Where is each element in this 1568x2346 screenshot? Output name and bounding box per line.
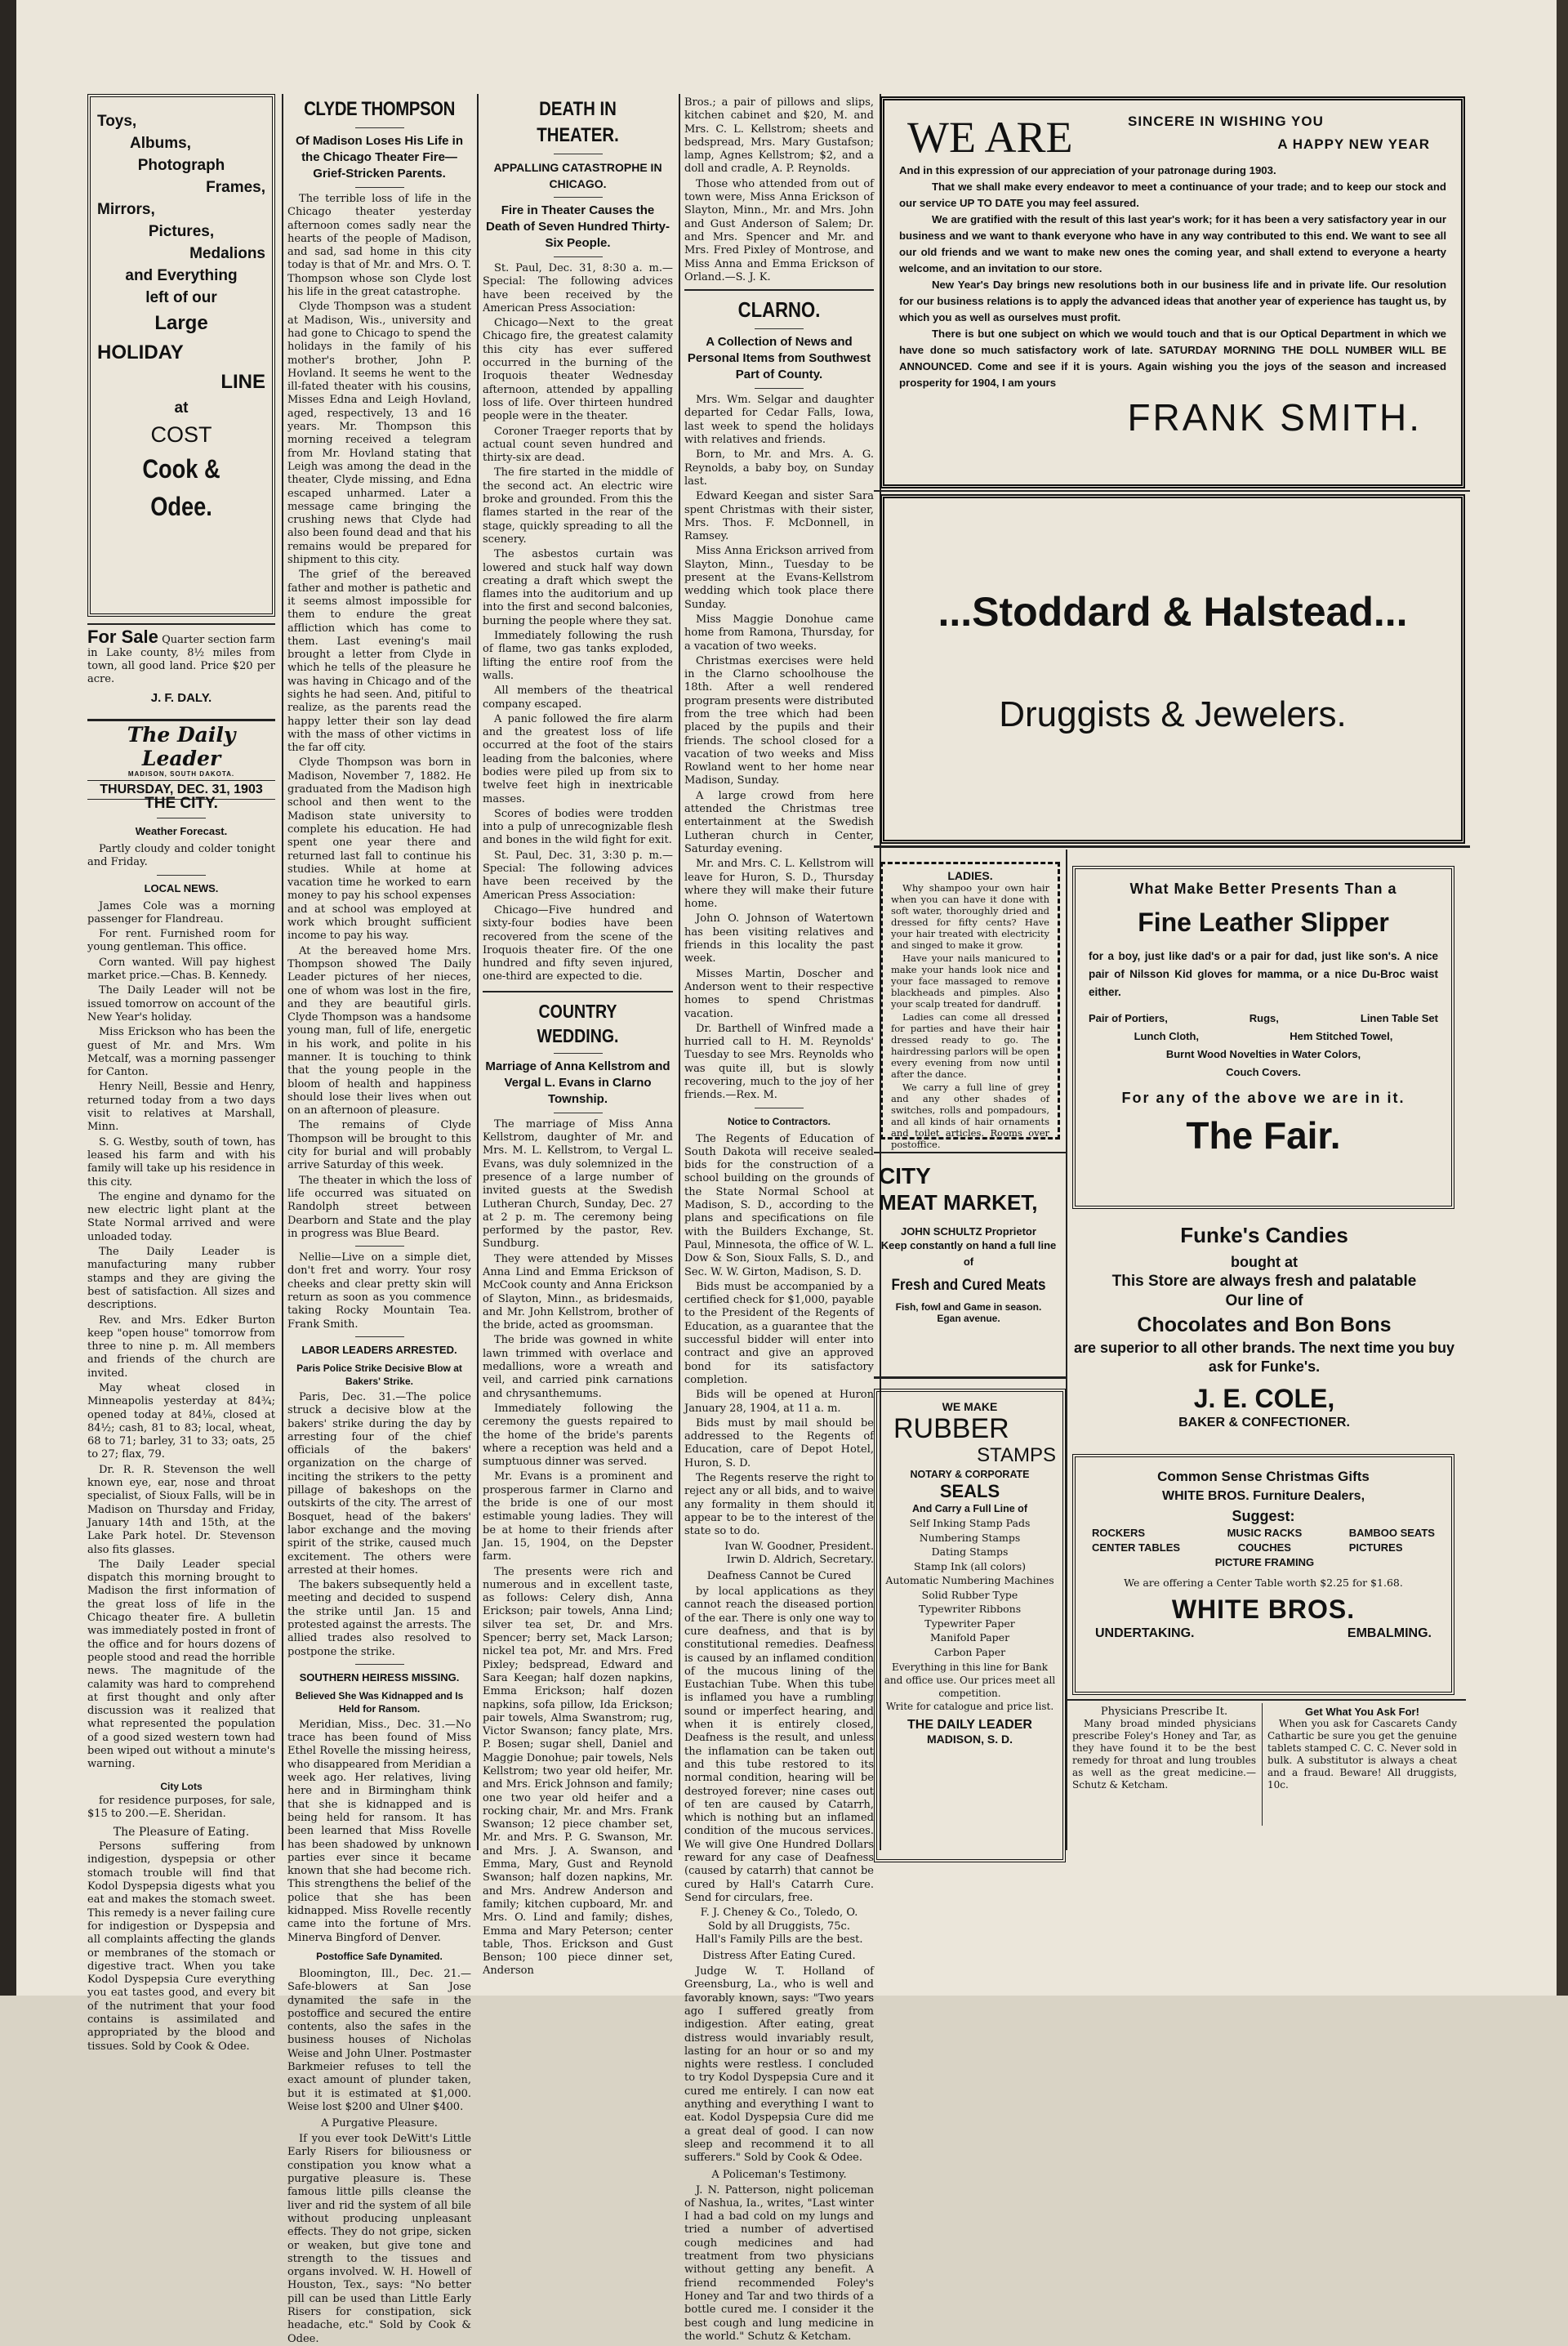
theater-subhead2: Fire in Theater Causes the Death of Seven Hundred Thirty-Six People. <box>485 203 670 250</box>
page-left-edge <box>0 0 16 1996</box>
ladies-para: Have your nails manicured to make your hands look nice and your face massaged to remove blackheads and pimples. Also your scalp treated for dandruff. <box>891 952 1049 1010</box>
news-item: Henry Neill, Bessie and Henry, returned today from a two days visit to relatives at Marshall, Minn. <box>87 1081 275 1134</box>
toys-line: COST <box>150 422 212 447</box>
for-sale-signer: J. F. DALY. <box>150 691 212 705</box>
theater-para: Coroner Traeger reports that by actual count seven hundred and thirty-six are dead. <box>483 425 673 465</box>
toys-ad <box>87 94 275 617</box>
toys-line: Toys, <box>97 113 137 130</box>
cascarets-heading: Get What You Ask For! <box>1305 1706 1419 1718</box>
clyde-para: Clyde Thompson was born in Madison, November 7, 1882. He graduated from the Madison high school and then went to the Madison state university to complete his education. He had spent one year there and returned last fall to continue his studies. While at home at vacation time he worked to earn money to pay his school expenses and at school was employed at work which brought sufficient income to pay his way. <box>287 756 471 943</box>
rubber-item: Self Inking Stamp Pads <box>909 1517 1031 1529</box>
masthead-place: MADISON, SOUTH DAKOTA. <box>127 770 235 778</box>
funke-name: J. E. COLE, <box>1193 1384 1335 1413</box>
slipper-item: Linen Table Set <box>1360 1012 1438 1024</box>
postoffice-para: Bloomington, Ill., Dec. 21.—Safe-blowers at San Jose dynamited the safe in the postoffice and secured the entire contents, also the safes in the business houses of Nicholas Weise and John Ulner. Postmaster Barkmeier refuses to tell the exact amount of plunder taken, but it is estimated at $1,000. Weise lost $200 and Ulner $400. <box>287 1967 471 2113</box>
clarno-para: Mrs. Wm. Selgar and daughter departed for Cedar Falls, Iowa, last week to spend the holidays with relatives and friends. <box>684 394 874 447</box>
theater-title: DEATH IN THEATER. <box>537 98 619 146</box>
rubber-item: Automatic Numbering Machines <box>885 1574 1054 1586</box>
heiress-heading: SOUTHERN HEIRESS MISSING. <box>299 1670 460 1684</box>
page-right-edge <box>1557 0 1568 1996</box>
slipper-store: The Fair. <box>1186 1114 1341 1157</box>
rubber-item: Typewriter Paper <box>924 1617 1015 1630</box>
meat-market-ad <box>874 1160 1063 1372</box>
clarno-para: Edward Keegan and sister Sara spent Christmas with their sister, Mrs. Thos. F. McDonnell, in Ramsey. <box>684 490 874 543</box>
labor-para: Paris, Dec. 31.—The police struck a decisive blow at the bakers' strike during the day by arresting four of the chief officials of the bakers' organization on the charge of inciting the strikers to the petty pillage of bakeshops on the outskirts of the city. The arrest of Bosquet, head of the bakers' labor exchange and the moving spirit of the strike, caused much excitement. The others were arrested at their homes. <box>287 1390 471 1577</box>
wedding-subhead: Marriage of Anna Kellstrom and Vergal L. Evans in Clarno Township. <box>485 1059 670 1106</box>
white-item: MUSIC RACKS <box>1227 1527 1303 1539</box>
theater-para: Immediately following the rush of flame, two gas tanks exploded, lifting the entire roof from the walls. <box>483 630 673 682</box>
meat-prop: JOHN SCHULTZ Proprietor <box>901 1225 1036 1238</box>
news-item: The Daily Leader special dispatch this morning brought to Madison the first information of the great loss of life in the Chicago theater fire. A bulletin was immediately posted in front of the office and for hours dozens of people stood and read the horrible news. The magnitude of the calamity was hard to comprehend at first thought and only after discussion was it realized that what represented the population of a good sized western town had been wiped out without a minute's warning. <box>87 1558 275 1771</box>
slipper-item: Lunch Cloth, <box>1134 1030 1200 1042</box>
toys-line: LINE <box>220 371 265 393</box>
notice-heading: Notice to Contractors. <box>727 1115 831 1127</box>
funke-line: bought at <box>1231 1254 1298 1270</box>
funke-line: are superior to all other brands. The next time you buy ask for Funke's. <box>1073 1340 1455 1375</box>
news-item: Corn wanted. Will pay highest market price.—Chas. B. Kennedy. <box>87 956 275 983</box>
notice-para: The Regents reserve the right to reject any or all bids, and to waive any formality in them should it appear to be to the interest of the state so to do. <box>684 1472 874 1538</box>
notice-para: The Regents of Education of South Dakota will receive sealed bids for the construction of a school building on the grounds of the State Normal School at Madison, S. D., according to the plans and specifications on file with the Builders Exchange, St. Paul, Minnesota, the office of W. L. Dow & Son, Sioux Falls, S. D., and Sec. W. W. Girton, Madison, S. D. <box>684 1132 874 1278</box>
rubber-place: MADISON, S. D. <box>926 1733 1013 1746</box>
labor-para: The bakers subsequently held a meeting and decided to suspend the strike until Jan. 15 and protested against the arrests. The allied trades also resolved to postpone the strike. <box>287 1579 471 1658</box>
meat-keep: Keep constantly on hand a full line of <box>880 1239 1057 1268</box>
wedding-title: COUNTRY WEDDING. <box>537 1000 619 1046</box>
meat-big: Fresh and Cured Meats <box>891 1277 1046 1294</box>
wedding-continued: Bros.; a pair of pillows and slips, kitchen cabinet and $20, M. and Mrs. C. L. Kellstrom; sheets and bedspread, Mrs. Mary Gustafson; lamp, Agnes Kellstrom; $2, and a doll and cradle, A. P. Reynolds. <box>684 96 874 176</box>
rubber-line: And Carry a Full Line of <box>912 1503 1027 1514</box>
we-are-big: WE ARE <box>907 113 1073 162</box>
white-line: WHITE BROS. Furniture Dealers, <box>1161 1489 1365 1503</box>
clyde-subhead: Of Madison Loses His Life in the Chicago Theater Fire—Grief-Stricken Parents. <box>295 134 464 181</box>
toys-line: Albums, <box>130 135 191 152</box>
for-sale-heading: For Sale <box>87 627 158 647</box>
white-offer: We are offering a Center Table worth $2.25 for $1.68. <box>1124 1577 1403 1589</box>
rubber-line: Write for catalogue and price list. <box>885 1701 1054 1712</box>
clarno-para: Dr. Barthell of Winfred made a hurried call to H. M. Reynolds' Tuesday to see Mrs. Reynolds who was quite ill, but is slowly recovering, much to the joy of her friends.—Rex. M. <box>684 1022 874 1102</box>
rubber-item: Typewriter Ribbons <box>918 1603 1022 1615</box>
white-item: PICTURE FRAMING <box>1214 1556 1315 1568</box>
white-item: PICTURES <box>1348 1541 1403 1554</box>
clyde-para: The theater in which the loss of life occurred was situated on Randolph street between Dearborn and State and the play in progress was Blue Beard. <box>287 1174 471 1240</box>
white-bros-ad <box>1072 1454 1454 1695</box>
clarno-para: Christmas exercises were held in the Clarno schoolhouse the 18th. After a well rendered program presents were distributed from the tree which had been placed by the pupils and their friends. The school closed for a vacation of two weeks and Miss Rowland went to her home near Madison, Sunday. <box>684 654 874 787</box>
clyde-para: Clyde Thompson was a student at Madison, Wis., university and had gone to Chicago to spend the holidays in the family of his mother's brother, John P. Hovland. It seems he went to the ill-fated theater with his cousins, Misses Edna and Leigh Hovland, aged, respectively, 13 and 16 years. Mr. Thompson this morning received a telegram from Mr. Hovland stating that Leigh was among the dead in the theater, Clyde missing, and Edna escaped unharmed. Later a message came bringing the crushing news that Clyde had also been found dead and that his remains would be prepared for shipment to this city. <box>287 301 471 567</box>
local-news <box>87 900 275 1772</box>
news-item: S. G. Westby, south of town, has leased his farm and with his family will take up his residence in this city. <box>87 1135 276 1189</box>
white-item: BAMBOO SEATS <box>1348 1527 1435 1539</box>
labor-subhead: Paris Police Strike Decisive Blow at Bakers' Strike. <box>296 1362 462 1387</box>
news-item: For rent. Furnished room for young gentleman. This office. <box>87 928 275 954</box>
wedding-continued: Those who attended from out of town were, Miss Anna Erickson of Slayton, Minn., Mr. and Mrs. John and Gust Anderson of Salem; Dr. and Mrs. Spencer and Mr. and Mrs. Fred Pixley of Montrose, and Miss Anna and Emma Erickson of Orland.—S. J. K. <box>684 177 874 283</box>
rubber-item: Numbering Stamps <box>919 1531 1021 1544</box>
clyde-para: The grief of the bereaved father and mother is pathetic and it seems almost impossible for them to endure the great affliction which has come to them. Last evening's mail brought a letter from Clyde in which he tells of the pleasure he was having in Chicago and of the sights he had seen. And, pitiful to realize, as the parents read the happy letter their son lay dead with the mass of other victims in the far off city. <box>287 569 471 755</box>
rule <box>874 490 1470 492</box>
funke-line: This Store are always fresh and palatable <box>1111 1273 1417 1290</box>
rule <box>874 1376 1066 1379</box>
ladies-para: Why shampoo your own hair when you can have it done with soft water, thoroughly dried and dressed for fifty cents? Have your hair treated with electricity and singed to make it grow. <box>891 882 1049 951</box>
rubber-item: Carbon Paper <box>933 1645 1006 1658</box>
policeman-heading: A Policeman's Testimony. <box>711 2168 847 2181</box>
we-are-line: SINCERE IN WISHING YOU <box>1128 114 1324 129</box>
labor-heading: LABOR LEADERS ARRESTED. <box>301 1343 457 1356</box>
notice-para: Bids must be accompanied by a certified check for $1,000, payable to the President of the Regents of Education, as a guarantee that the successful bidder will enter into contract and give an approved bond for its satisfactory completion. <box>684 1280 874 1386</box>
masthead-date: THURSDAY, DEC. 31, 1903 <box>87 780 275 800</box>
slipper-item: Pair of Portiers, <box>1089 1012 1168 1024</box>
funke-title2: BAKER & CONFECTIONER. <box>1178 1416 1350 1429</box>
wedding-para: Mr. Evans is a prominent and prosperous farmer in Clarno and the bride is one of our most estimable young ladies. They will be at home to their friends after Jan. 15, 1904, on the Depster farm. <box>483 1470 673 1563</box>
meat-line: CITY <box>879 1163 931 1189</box>
toys-line: at <box>174 399 189 417</box>
column-rule <box>679 94 680 1850</box>
rubber-line: WE MAKE <box>942 1400 998 1413</box>
meat-addr: Egan avenue. <box>937 1313 1000 1324</box>
slipper-item: Rugs, <box>1249 1012 1279 1024</box>
rubber-item: Stamp Ink (all colors) <box>913 1559 1027 1572</box>
news-item: The engine and dynamo for the new electric light plant at the State Normal arrived and were unloaded today. <box>87 1190 275 1243</box>
eating: Persons suffering from indigestion, dyspepsia or other stomach trouble will find that Kodol Dyspepsia digests what you eat and makes the stomach sweet. This remedy is a never failing cure for indigestion or Dyspepsia and all complaints affecting the glands or membranes of the stomach or digestive tract. When you take Kodol Dyspepsia Cure everything you eat tastes good, and every bit of the nutriment that your food contains is assimilated and appropriated by the blood and tissues. Sold by Cook & Odee. <box>87 1840 275 2053</box>
postoffice-heading: Postoffice Safe Dynamited. <box>316 1950 443 1962</box>
news-item: May wheat closed in Minneapolis yesterday at 84¾; opened today at 84⅛, closed at 84½; cash, 81 to 83; local, wheat, 68 to 71; barley, 31 to 33; oats, 25 to 27; flax, 79. <box>87 1381 275 1461</box>
forecast-text: Partly cloudy and colder tonight and Friday. <box>87 843 275 869</box>
slipper-line: For any of the above we are in it. <box>1121 1090 1405 1106</box>
ladies-para: Ladies can come all dressed for parties and have their hair dressed ready to go. The hairdressing parlors will be open every evening from now until after the dance. <box>891 1011 1049 1080</box>
clyde-para: At the bereaved home Mrs. Thompson showed The Daily Leader pictures of her nieces, one of whom was lost in the fire, and they are beautiful girls. Clyde Thompson was a handsome young man, full of life, energetic in his work, and polite in his manner. It is touching to think that the young people in the bloom of health and happiness should lose their lives when out on an afternoon of pleasure. <box>287 944 471 1117</box>
rule <box>1066 1699 1466 1701</box>
rubber-item: Manifold Paper <box>929 1631 1010 1644</box>
toys-line: HOLIDAY <box>97 341 184 363</box>
toys-line: Medalions <box>189 245 265 262</box>
ladies-ad <box>880 862 1060 1150</box>
clarno-column <box>684 96 874 2343</box>
white-item: COUCHES <box>1237 1541 1291 1554</box>
cascarets-text: When you ask for Cascarets Candy Cathartic be sure you get the genuine tablets stamped C. C. C. Never sold in bulk. A substitutor is always a cheat and a fraud. Beware! All druggists, 10c. <box>1267 1718 1457 1791</box>
rubber-big2: STAMPS <box>977 1444 1056 1466</box>
news-item: Miss Erickson who has been the guest of Mr. and Mrs. Wm Metcalf, was a morning passenger for Canton. <box>87 1026 275 1079</box>
toys-line: and Everything <box>125 267 238 284</box>
meat-line: MEAT MARKET, <box>879 1190 1038 1215</box>
column-rule <box>477 94 479 1850</box>
white-item: ROCKERS <box>1092 1527 1146 1539</box>
eating-heading: The Pleasure of Eating. <box>113 1826 250 1840</box>
rubber-name: THE DAILY LEADER <box>907 1718 1032 1732</box>
purgative-para: If you ever took DeWitt's Little Early Risers for biliousness or constipation you know what a purgative pleasure is. These famous little pills cleanse the liver and rid the system of all bile without producing unpleasant effects. They do not gripe, sicken or weaken, but give tone and strength to the tissues and organs involved. W. H. Howell of Houston, Tex., says: "No better pill can be used than Little Early Risers for constipation, sick headache, etc." Sold by Cook & Odee. <box>287 2133 471 2345</box>
rubber-seals: SEALS <box>939 1481 1000 1501</box>
toys-line: Photograph <box>137 157 225 174</box>
toys-line: Frames, <box>206 179 265 196</box>
news-item: Rev. and Mrs. Edker Burton keep "open house" tomorrow from three to nine p. m. All members and friends of the church are invited. <box>87 1313 275 1380</box>
theater-para: St. Paul, Dec. 31, 8:30 a. m.—Special: The following advices have been received by the American Press Association: <box>483 262 673 314</box>
cascarets-ad <box>1267 1706 1457 1828</box>
theater-para: A panic followed the fire alarm and the greatest loss of life occurred at the foot of the stairs leading from the balconies, where bodies were piled up from six to twelve feet high in inextricable masses. <box>483 712 673 805</box>
heiress-subhead: Believed She Was Kidnapped and Is Held for Ransom. <box>295 1689 464 1715</box>
slipper-item: Burnt Wood Novelties in Water Colors, <box>1165 1048 1361 1060</box>
clarno-para: Miss Maggie Donohue came home from Ramona, Thursday, for a vacation of two weeks. <box>684 613 874 653</box>
wedding-para: Immediately following the ceremony the guests repaired to the home of the bride's parents where a reception was held and a sumptuous dinner was served. <box>483 1402 673 1469</box>
we-are-para: That we shall make every endeavor to meet a continuance of your trade; and to keep our stock and our service UP TO DATE you may feel assured. <box>899 181 1446 209</box>
white-name: WHITE BROS. <box>1171 1594 1356 1624</box>
deafness-para: by local applications as they cannot reach the diseased portion of the ear. There is only one way to cure deafness, and that is by constitutional remedies. Deafness is caused by an inflamed condition of the mucous lining of the Eustachian Tube. When this tube is inflamed you have a rumbling sound or imperfect hearing, and when it is entirely closed, Deafness is the result, and unless the inflamation can be taken out and this tube restored to its normal condition, hearing will be destroyed forever; nine cases out of ten are caused by Catarrh, which is nothing but an inflamed condition of the mucous services. We will give One Hundred Dollars reward for any case of Deafness (caused by catarrh) that cannot be cured by Hall's Catarrh Cure. Send for circulars, free. <box>684 1586 874 1904</box>
toys-line: Large <box>154 312 208 334</box>
we-are-para: New Year's Day brings new resolutions both in our business life and in private life. Our resolution for our business relations is to apply the advanced ideas that another year of experience has taught us, by which you as well as ourselves must profit. <box>899 279 1446 323</box>
clarno-para: John O. Johnson of Watertown has been visiting relatives and friends in this locality the past week. <box>684 912 874 966</box>
masthead-name: The Daily Leader <box>127 723 236 770</box>
clarno-para: Misses Martin, Doscher and Anderson went to their respective homes to spend Christmas vacation. <box>684 967 874 1020</box>
white-line: Common Sense Christmas Gifts <box>1157 1469 1370 1484</box>
the-city-column <box>87 790 276 2053</box>
rule <box>87 623 275 625</box>
notice-para: Bids must by mail should be addressed to the Regents of Education, care of Depot Hotel, Huron, S. D. <box>684 1416 874 1470</box>
the-city-heading: THE CITY. <box>145 795 218 812</box>
rule <box>87 719 275 721</box>
funke-big: Chocolates and Bon Bons <box>1137 1313 1392 1336</box>
cheney-line: Sold by all Druggists, 75c. <box>708 1920 850 1933</box>
clyde-title: CLYDE THOMPSON <box>304 98 455 120</box>
slipper-big: Fine Leather Slipper <box>1138 908 1389 937</box>
clarno-para: A large crowd from here attended the Christmas tree entertainment at the Swedish Lutheran church in Center, Saturday evening. <box>684 789 874 855</box>
heiress-para: Meridian, Miss., Dec. 31.—No trace has been found of Miss Ethel Rovelle the missing heiress, who disappeared from Meridian a week ago. Her relatives, living here and in Birmingham think that she is kidnapped and is being held for ransom. It has been learned that Miss Rovelle has been shadowed by unknown parties ever since it became known that she had become rich. This strengthens the belief of the police that she has been kidnapped. Miss Rovelle recently came into the fortune of Mrs. Minerva Bingford of Denver. <box>287 1718 471 1944</box>
cheney-line: F. J. Cheney & Co., Toledo, O. <box>700 1907 858 1920</box>
policeman-para: J. N. Patterson, night policeman of Nashua, Ia., writes, "Last winter I had a bad cold on my lungs and tried a number of advertised cough medicines and had treatment from two physicians without getting any benefit. A friend recommended Foley's Honey and Tar and two thirds of a bottle cured me. I consider it the best cough and lung medicine in the world." Schutz & Ketcham. <box>684 2183 874 2343</box>
distress-para: Judge W. T. Holland of Greensburg, La., who is well and favorably known, says: "Two years ago I suffered greatly from indigestion. After eating, great distress would invariably result, lasting for an hour or so and my nights were restless. I concluded to try Kodol Dyspepsia Cure and it cured me entirely. I can now eat anything and everything I want to eat. Kodol Dyspepsia Cure did me a great deal of good. I can now sleep and recommend it to all sufferers." Sold by Cook & Odee. <box>684 1965 874 2165</box>
distress-heading: Distress After Eating Cured. <box>702 1950 856 1963</box>
funke-ad <box>1072 1221 1456 1450</box>
stoddard-line: Druggists & Jewelers. <box>999 694 1347 734</box>
theater-column <box>483 96 673 1978</box>
ladies-para: We carry a full line of grey and any other shades of switches, rolls and pompadours, and all kinds of hair ornaments and toilet articles. Rooms over postoffice. <box>891 1082 1049 1150</box>
news-item: The Daily Leader is manufacturing many rubber stamps and they are giving the best of satisfaction. All sizes and descriptions. <box>87 1246 275 1312</box>
white-item: CENTER TABLES <box>1092 1541 1181 1554</box>
funke-title: Funke's Candies <box>1180 1223 1348 1247</box>
funke-line: Our line of <box>1225 1292 1303 1309</box>
we-are-para: There is but one subject on which we would touch and that is our Optical Department in which we have done so much satisfactory work of late. SATURDAY MORNING THE DOLL NUMBER WILL BE ANNOUNCED. Come and see if it is yours. Again wishing you the joys of the season and increased prosperity for 1904, I am yours <box>899 328 1446 389</box>
column-rule <box>282 94 283 1850</box>
notice-para: Bids will be opened at Huron January 28, 1904, at 11 a. m. <box>684 1389 874 1415</box>
we-are-ad <box>880 96 1465 488</box>
rule <box>874 1152 1066 1153</box>
theater-para: St. Paul, Dec. 31, 3:30 p. m.—Special: The following advices have been received by the American Press Association: <box>483 849 673 902</box>
toys-line: Mirrors, <box>97 201 155 218</box>
slipper-ad <box>1072 866 1454 1209</box>
theater-para: The fire started in the middle of the second act. An electric wire broke and grounded. From this the flames started in the rear of the stage, quickly spreading to all the scenery. <box>483 466 673 546</box>
physicians-ad <box>1072 1706 1256 1828</box>
theater-subhead: APPALLING CATASTROPHE IN CHICAGO. <box>493 161 662 190</box>
purgative-heading: A Purgative Pleasure. <box>321 2117 438 2130</box>
white-right: EMBALMING. <box>1347 1626 1432 1640</box>
city-lots-heading: City Lots <box>160 1780 203 1792</box>
rubber-big: RUBBER <box>893 1413 1009 1444</box>
we-are-signer: FRANK SMITH. <box>1127 396 1422 439</box>
city-lots: for residence purposes, for sale, $15 to 200.—E. Sheridan. <box>87 1794 275 1820</box>
theater-para: All members of the theatrical company escaped. <box>483 685 673 711</box>
wedding-para: The presents were rich and numerous and in excellent taste, as follows: Celery dish, Anna Erickson; pair towels, Anna Lind; silver tea set, Dr. and Mrs. Spencer; berry set, Mack Larson; nickel tea pot, Mr. and Mrs. Fred Pixley; bedspread, Edward and Sara Keegan; half dozen napkins, Emma Erickson; half dozen napkins, sofa pillow, Ida Erickson; pair towels, Alma Swanstrom; rug, Victor Swanson; fancy plate, Mrs. P. Bosen; sugar shell, Daniel and Maggie Donohue; pair towels, Nels Kellstrom; two year old heifer, Mr. and Mrs. Erick Johnson and family; one two year old heifer and a rocking chair, Mr. and Mrs. Frank Swanson; 12 piece chamber set, Mr. and Mrs. P. G. Swanson, Mr. and Mrs. J. A. Swanson, and Emma, Mary, Gust and Reynold Swanson; half dozen napkins, Mr. and Mrs. Andrew Anderson and family; kitchen cupboard, Mr. and Mrs. O. Lind and family; dishes, Emma and Mary Peterson; center table, Thos. Erickson and Gust Benson; 100 piece dinner set, Anderson <box>483 1565 673 1978</box>
column-rule <box>1262 1703 1263 1826</box>
nellie-ad: Nellie—Live on a simple diet, don't fret and worry. Your rosy cheeks and clear pretty skin will return as soon as you commence taking Rocky Mountain Tea. Frank Smith. <box>287 1251 471 1331</box>
wedding-para: They were attended by Misses Anna Lind and Emma Erickson of McCook county and Anna Erickson of Slayton, Minn., as bridesmaids, and Mr. John Kellstrom, brother of the bride, acted as groomsman. <box>483 1252 673 1332</box>
news-item: Dr. R. R. Stevenson the well known eye, ear, nose and throat specialist, of Sioux Falls, will be in Madison on Thursday and Friday, January 14th and 15th, at the Lake Park hotel. Dr. Stevenson also fits glasses. <box>87 1463 275 1556</box>
clyde-para: The terrible loss of life in the Chicago theater yesterday afternoon comes sadly near the hearts of the people of Madison, and sad, sad home in this city today is that of Mr. and Mrs. O. T. Thompson whose son Clyde lost his life in the great catastrophe. <box>287 193 471 299</box>
theater-para: Scores of bodies were trodden into a pulp of unrecognizable flesh and bones in the wild fight for exit. <box>483 807 673 847</box>
deafness-heading: Deafness Cannot be Cured <box>706 1570 852 1583</box>
local-news-heading: LOCAL NEWS. <box>144 881 219 894</box>
rubber-item: Dating Stamps <box>931 1545 1009 1558</box>
for-sale-text: Quarter section farm in Lake county, 8½ miles from town, all good land. Price $20 per acre. <box>87 634 275 685</box>
forecast-heading: Weather Forecast. <box>135 825 228 837</box>
clarno-title: CLARNO. <box>737 297 821 323</box>
cheney-line: Hall's Family Pills are the best. <box>695 1933 863 1946</box>
rubber-line: Everything in this line for Bank and office use. Our prices meet all competition. <box>884 1661 1056 1699</box>
toys-store: Cook & Odee. <box>142 454 220 521</box>
stoddard-name: ...Stoddard & Halstead... <box>938 589 1408 635</box>
rubber-item: Solid Rubber Type <box>921 1588 1018 1601</box>
rubber-line: NOTARY & CORPORATE <box>910 1469 1030 1480</box>
theater-para: The asbestos curtain was lowered and stuck half way down creating a draft which swept the flames into the auditorium and up into the first and second balconies, burning the people where they sat. <box>483 548 673 627</box>
slipper-line: for a boy, just like dad's or a pair for dad, just like son's. A nice pair of Nilsson Kid gloves for mamma, or a nice Du-Broc waist either. <box>1089 950 1438 998</box>
meat-fish: Fish, fowl and Game in season. <box>895 1301 1042 1313</box>
clarno-para: Mr. and Mrs. C. L. Kellstrom will leave for Huron, S. D., Thursday where they will make their future home. <box>684 858 874 911</box>
white-suggest: Suggest: <box>1232 1508 1295 1524</box>
rubber-stamps-ad <box>874 1389 1066 1862</box>
masthead <box>87 723 275 796</box>
we-are-para: And in this expression of our appreciation of your patronage during 1903. <box>899 164 1276 176</box>
physicians-text: Many broad minded physicians prescribe Foley's Honey and Tar, as they have found it to be the best remedy for throat and lung troubles as well as the great medicine.—Schutz & Ketcham. <box>1072 1718 1256 1791</box>
slipper-item: Hem Stitched Towel, <box>1290 1030 1393 1042</box>
theater-para: Chicago—Next to the great Chicago fire, the greatest calamity this city has ever suffered occurred in the burning of the Iroquois theater Wednesday afternoon, attended by appalling loss of life. Over thirteen hundred people were in the theater. <box>483 317 673 423</box>
white-left: UNDERTAKING. <box>1095 1626 1195 1640</box>
notice-signer: Ivan W. Goodner, President. <box>724 1540 874 1553</box>
we-are-para: We are gratified with the result of this last year's work; for it has been a very satisfactory year in our business and we want to thank everyone who have in any way contributed to this end. We want to see all our old friends and we want to make new ones the coming year, and shall extend to everyone a hearty welcome, and an invitation to our store. <box>899 213 1446 274</box>
theater-para: Chicago—Five hundred and sixty-four bodies have been recovered from the scene of the Iroquois theater fire. Of the one hundred and fifty seven injured, one-third are expected to die. <box>483 903 673 983</box>
clarno-para: Miss Anna Erickson arrived from Slayton, Minn., Tuesday to be present at the Evans-Kellstrom wedding which took place there Sunday. <box>684 545 874 611</box>
slipper-line: What Make Better Presents Than a <box>1129 881 1397 897</box>
we-are-line: A HAPPY NEW YEAR <box>1277 136 1430 152</box>
toys-line: Pictures, <box>148 223 215 240</box>
clarno-para: Born, to Mr. and Mrs. A. G. Reynolds, a baby boy, on Sunday last. <box>684 448 874 488</box>
toys-line: left of our <box>145 289 217 306</box>
news-item: The Daily Leader will not be issued tomorrow on account of the New Year's holiday. <box>87 984 275 1024</box>
clarno-subhead: A Collection of News and Personal Items from Southwest Part of County. <box>687 335 871 382</box>
slipper-item: Couch Covers. <box>1226 1066 1301 1078</box>
wedding-para: The marriage of Miss Anna Kellstrom, daughter of Mr. and Mrs. M. L. Kellstrom, to Vergal L. Evans, was duly solemnized in the presence of a large number of invited guests at the Swedish Lutheran Church, Sunday, Dec. 27 at 2 p. m. The ceremony being performed by the pastor, Rev. Sundburg. <box>483 1117 673 1251</box>
news-item: James Cole was a morning passenger for Flandreau. <box>87 899 275 925</box>
notice-signer: Irwin D. Aldrich, Secretary. <box>726 1553 874 1566</box>
ladies-heading: LADIES. <box>947 869 993 882</box>
physicians-heading: Physicians Prescribe It. <box>1100 1706 1228 1718</box>
for-sale-ad <box>87 627 275 716</box>
stoddard-ad <box>880 494 1465 844</box>
clyde-thompson-column <box>287 96 471 2345</box>
clyde-para: The remains of Clyde Thompson will be brought to this city for burial and will probably arrive Saturday of this week. <box>287 1119 471 1172</box>
wedding-para: The bride was gowned in white lawn trimmed with overlace and medallions, wore a wreath and veil, and carried pink carnations and chrysanthemums. <box>483 1334 673 1400</box>
rule <box>874 845 1470 848</box>
